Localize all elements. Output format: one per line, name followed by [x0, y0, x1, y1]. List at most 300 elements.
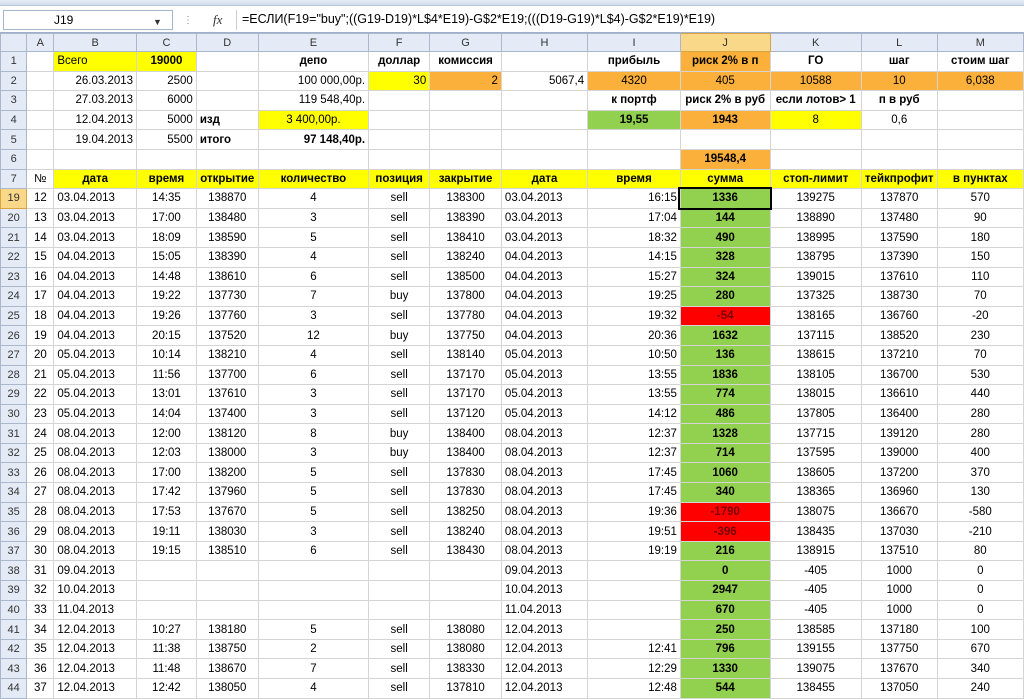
cell-a2[interactable] — [27, 71, 54, 91]
cell-a7[interactable]: № — [27, 169, 54, 189]
cell-k5[interactable] — [770, 130, 861, 150]
cell-l[interactable]: 139000 — [861, 443, 937, 463]
cell-k[interactable]: 138015 — [770, 385, 861, 405]
cell-i[interactable]: 19:36 — [588, 502, 681, 522]
cell-g3[interactable] — [430, 91, 502, 111]
cell-i7[interactable]: время — [588, 169, 681, 189]
cell-k[interactable]: 139015 — [770, 267, 861, 287]
select-all-corner[interactable] — [1, 34, 27, 52]
cell-l3[interactable]: п в руб — [861, 91, 937, 111]
cell-f[interactable] — [369, 600, 430, 620]
cell-g6[interactable] — [430, 149, 502, 169]
cell-k[interactable]: 137325 — [770, 287, 861, 307]
column-header-h[interactable]: H — [501, 34, 587, 52]
cell-f[interactable]: sell — [369, 267, 430, 287]
row-header-7[interactable]: 7 — [1, 169, 27, 189]
cell-a[interactable]: 32 — [27, 581, 54, 601]
cell-m[interactable]: 230 — [937, 326, 1023, 346]
cell-b3[interactable]: 27.03.2013 — [54, 91, 137, 111]
row-header-35[interactable]: 35 — [1, 502, 27, 522]
cell-h[interactable]: 05.04.2013 — [501, 404, 587, 424]
cell-c[interactable]: 15:05 — [137, 247, 197, 267]
cell-i[interactable]: 12:37 — [588, 424, 681, 444]
cell-l[interactable]: 136400 — [861, 404, 937, 424]
cell-e[interactable]: 7 — [258, 659, 368, 679]
cell-e[interactable]: 5 — [258, 483, 368, 503]
cell-b7[interactable]: дата — [54, 169, 137, 189]
cell-i[interactable]: 10:50 — [588, 345, 681, 365]
row-header-39[interactable]: 39 — [1, 581, 27, 601]
row-header-41[interactable]: 41 — [1, 620, 27, 640]
sum-cell[interactable]: 714 — [680, 443, 770, 463]
cell-k[interactable]: 139275 — [770, 189, 861, 209]
row-header-3[interactable]: 3 — [1, 91, 27, 111]
cell-e[interactable]: 3 — [258, 522, 368, 542]
row-header-40[interactable]: 40 — [1, 600, 27, 620]
cell-k[interactable]: 138585 — [770, 620, 861, 640]
cell-e[interactable]: 3 — [258, 385, 368, 405]
cell-b[interactable]: 04.04.2013 — [54, 306, 137, 326]
cell-g[interactable]: 137830 — [430, 463, 502, 483]
cell-f[interactable]: sell — [369, 208, 430, 228]
row-header-6[interactable]: 6 — [1, 149, 27, 169]
cell-h[interactable]: 04.04.2013 — [501, 287, 587, 307]
cell-f[interactable]: buy — [369, 443, 430, 463]
cell-b5[interactable]: 19.04.2013 — [54, 130, 137, 150]
cell-f[interactable]: sell — [369, 463, 430, 483]
cell-h[interactable]: 08.04.2013 — [501, 502, 587, 522]
cell-i[interactable]: 19:32 — [588, 306, 681, 326]
cell-g[interactable]: 137170 — [430, 365, 502, 385]
row-header-21[interactable]: 21 — [1, 228, 27, 248]
cell-b[interactable]: 05.04.2013 — [54, 345, 137, 365]
column-header-j[interactable]: J — [680, 34, 770, 52]
cell-f6[interactable] — [369, 149, 430, 169]
cell-i2[interactable]: 4320 — [588, 71, 681, 91]
row-header-38[interactable]: 38 — [1, 561, 27, 581]
cell-j4[interactable]: 1943 — [680, 110, 770, 130]
cell-l[interactable]: 137610 — [861, 267, 937, 287]
cell-k[interactable]: 138795 — [770, 247, 861, 267]
cell-h[interactable]: 12.04.2013 — [501, 679, 587, 699]
cell-h[interactable]: 05.04.2013 — [501, 345, 587, 365]
cell-l[interactable]: 137590 — [861, 228, 937, 248]
cell-f[interactable]: buy — [369, 424, 430, 444]
cell-k3[interactable]: если лотов> 1 — [770, 91, 861, 111]
cell-l5[interactable] — [861, 130, 937, 150]
cell-h[interactable]: 04.04.2013 — [501, 247, 587, 267]
row-header-22[interactable]: 22 — [1, 247, 27, 267]
sum-cell[interactable]: 486 — [680, 404, 770, 424]
cell-h[interactable]: 12.04.2013 — [501, 639, 587, 659]
column-header-b[interactable]: B — [54, 34, 137, 52]
cell-e2[interactable]: 100 000,00р. — [258, 71, 368, 91]
sum-cell[interactable]: 1060 — [680, 463, 770, 483]
cell-m[interactable]: 130 — [937, 483, 1023, 503]
cell-d2[interactable] — [196, 71, 258, 91]
cell-h[interactable]: 04.04.2013 — [501, 306, 587, 326]
cell-m[interactable]: 70 — [937, 287, 1023, 307]
cell-e5[interactable]: 97 148,40р. — [258, 130, 368, 150]
cell-m[interactable]: 370 — [937, 463, 1023, 483]
cell-b[interactable]: 08.04.2013 — [54, 483, 137, 503]
cell-e6[interactable] — [258, 149, 368, 169]
cell-a[interactable]: 37 — [27, 679, 54, 699]
cell-i[interactable]: 14:15 — [588, 247, 681, 267]
cell-h[interactable]: 08.04.2013 — [501, 463, 587, 483]
cell-l7[interactable]: тейкпрофит — [861, 169, 937, 189]
cell-c[interactable]: 10:14 — [137, 345, 197, 365]
row-header-27[interactable]: 27 — [1, 345, 27, 365]
cell-f[interactable]: sell — [369, 541, 430, 561]
row-header-28[interactable]: 28 — [1, 365, 27, 385]
sum-cell[interactable]: 250 — [680, 620, 770, 640]
cell-b[interactable]: 04.04.2013 — [54, 326, 137, 346]
cell-f4[interactable] — [369, 110, 430, 130]
cell-e[interactable]: 7 — [258, 287, 368, 307]
cell-e[interactable]: 4 — [258, 189, 368, 209]
cell-m[interactable]: 0 — [937, 600, 1023, 620]
cell-a[interactable]: 20 — [27, 345, 54, 365]
cell-b[interactable]: 03.04.2013 — [54, 228, 137, 248]
cell-h[interactable]: 05.04.2013 — [501, 365, 587, 385]
cell-h[interactable]: 03.04.2013 — [501, 208, 587, 228]
cell-g[interactable]: 137830 — [430, 483, 502, 503]
cell-d[interactable]: 137670 — [196, 502, 258, 522]
cell-f[interactable] — [369, 581, 430, 601]
cell-b6[interactable] — [54, 149, 137, 169]
cell-l[interactable]: 139120 — [861, 424, 937, 444]
cell-d[interactable]: 137760 — [196, 306, 258, 326]
cell-b2[interactable]: 26.03.2013 — [54, 71, 137, 91]
cell-g[interactable]: 138430 — [430, 541, 502, 561]
cell-h[interactable]: 08.04.2013 — [501, 443, 587, 463]
cell-e[interactable]: 3 — [258, 208, 368, 228]
sum-cell[interactable]: 1336 — [680, 189, 770, 209]
sum-cell[interactable]: 136 — [680, 345, 770, 365]
cell-m[interactable]: 110 — [937, 267, 1023, 287]
cell-i5[interactable] — [588, 130, 681, 150]
row-header-42[interactable]: 42 — [1, 639, 27, 659]
cell-k[interactable]: 139075 — [770, 659, 861, 679]
cell-b[interactable]: 08.04.2013 — [54, 443, 137, 463]
cell-d[interactable]: 138050 — [196, 679, 258, 699]
cell-g2[interactable]: 2 — [430, 71, 502, 91]
cell-l6[interactable] — [861, 149, 937, 169]
cell-g[interactable]: 137780 — [430, 306, 502, 326]
row-header-5[interactable]: 5 — [1, 130, 27, 150]
cell-g1[interactable]: комиссия — [430, 52, 502, 72]
cell-h1[interactable] — [501, 52, 587, 72]
cell-m[interactable]: 180 — [937, 228, 1023, 248]
sum-cell[interactable]: 2947 — [680, 581, 770, 601]
cell-i[interactable]: 12:29 — [588, 659, 681, 679]
cell-e[interactable]: 4 — [258, 345, 368, 365]
cell-m[interactable]: 240 — [937, 679, 1023, 699]
cell-d[interactable] — [196, 581, 258, 601]
cell-d[interactable]: 137730 — [196, 287, 258, 307]
cell-l1[interactable]: шаг — [861, 52, 937, 72]
sum-cell[interactable]: 774 — [680, 385, 770, 405]
cell-c7[interactable]: время — [137, 169, 197, 189]
cell-c[interactable]: 17:42 — [137, 483, 197, 503]
row-header-43[interactable]: 43 — [1, 659, 27, 679]
cell-e[interactable]: 3 — [258, 443, 368, 463]
cell-h[interactable]: 08.04.2013 — [501, 483, 587, 503]
cell-c[interactable]: 19:15 — [137, 541, 197, 561]
sum-cell[interactable]: 328 — [680, 247, 770, 267]
sum-cell[interactable]: 324 — [680, 267, 770, 287]
cell-d[interactable]: 137520 — [196, 326, 258, 346]
row-header-25[interactable]: 25 — [1, 306, 27, 326]
cell-e[interactable] — [258, 600, 368, 620]
cell-g[interactable]: 138390 — [430, 208, 502, 228]
cell-g[interactable]: 138080 — [430, 620, 502, 640]
column-header-c[interactable]: C — [137, 34, 197, 52]
cell-a[interactable]: 16 — [27, 267, 54, 287]
formula-input[interactable]: =ЕСЛИ(F19="buy";((G19-D19)*L$4*E19)-G$2*E19;(((D19-G19)*L$4)-G$2*E19)*E19) — [236, 10, 1022, 30]
cell-d1[interactable] — [196, 52, 258, 72]
cell-a[interactable]: 12 — [27, 189, 54, 209]
cell-g7[interactable]: закрытие — [430, 169, 502, 189]
cell-a[interactable]: 23 — [27, 404, 54, 424]
row-header-1[interactable]: 1 — [1, 52, 27, 72]
cell-k[interactable]: 138075 — [770, 502, 861, 522]
cell-i[interactable]: 14:12 — [588, 404, 681, 424]
cell-c[interactable]: 19:26 — [137, 306, 197, 326]
cell-g[interactable]: 138240 — [430, 522, 502, 542]
cell-f[interactable]: sell — [369, 306, 430, 326]
cell-i4[interactable]: 19,55 — [588, 110, 681, 130]
cell-c[interactable]: 19:11 — [137, 522, 197, 542]
cell-m[interactable]: 570 — [937, 189, 1023, 209]
cell-i[interactable]: 20:36 — [588, 326, 681, 346]
cell-k[interactable]: 138615 — [770, 345, 861, 365]
cell-h[interactable]: 04.04.2013 — [501, 326, 587, 346]
cell-l[interactable]: 137030 — [861, 522, 937, 542]
cell-a[interactable]: 36 — [27, 659, 54, 679]
column-header-i[interactable]: I — [588, 34, 681, 52]
cell-h[interactable]: 09.04.2013 — [501, 561, 587, 581]
cell-c[interactable]: 11:38 — [137, 639, 197, 659]
cell-e1[interactable]: депо — [258, 52, 368, 72]
cell-c[interactable]: 20:15 — [137, 326, 197, 346]
cell-c[interactable]: 19:22 — [137, 287, 197, 307]
cell-g[interactable]: 138300 — [430, 189, 502, 209]
cell-b[interactable]: 08.04.2013 — [54, 522, 137, 542]
cell-c[interactable]: 14:48 — [137, 267, 197, 287]
cell-c[interactable]: 17:00 — [137, 208, 197, 228]
cell-d[interactable]: 138210 — [196, 345, 258, 365]
cell-d[interactable]: 138480 — [196, 208, 258, 228]
sum-cell[interactable]: 340 — [680, 483, 770, 503]
cell-e[interactable]: 6 — [258, 267, 368, 287]
column-header-l[interactable]: L — [861, 34, 937, 52]
cell-j7[interactable]: сумма — [680, 169, 770, 189]
cell-h4[interactable] — [501, 110, 587, 130]
cell-a[interactable]: 33 — [27, 600, 54, 620]
cell-c[interactable] — [137, 600, 197, 620]
row-header-20[interactable]: 20 — [1, 208, 27, 228]
cell-c[interactable]: 12:00 — [137, 424, 197, 444]
cell-b[interactable]: 08.04.2013 — [54, 463, 137, 483]
cell-a[interactable]: 28 — [27, 502, 54, 522]
cell-a[interactable]: 14 — [27, 228, 54, 248]
cell-h[interactable]: 10.04.2013 — [501, 581, 587, 601]
cell-k[interactable]: 137115 — [770, 326, 861, 346]
cell-h3[interactable] — [501, 91, 587, 111]
insert-function-button[interactable]: fx — [213, 12, 223, 27]
cell-m[interactable]: 400 — [937, 443, 1023, 463]
cell-g[interactable]: 137170 — [430, 385, 502, 405]
cell-e[interactable]: 5 — [258, 228, 368, 248]
sum-cell[interactable]: -1790 — [680, 502, 770, 522]
cell-k[interactable]: 137715 — [770, 424, 861, 444]
cell-g[interactable] — [430, 561, 502, 581]
cell-a1[interactable] — [27, 52, 54, 72]
cell-i[interactable]: 18:32 — [588, 228, 681, 248]
cell-g4[interactable] — [430, 110, 502, 130]
cell-a[interactable]: 30 — [27, 541, 54, 561]
cell-k[interactable]: 138605 — [770, 463, 861, 483]
cell-m[interactable]: -20 — [937, 306, 1023, 326]
cell-a[interactable]: 27 — [27, 483, 54, 503]
name-box[interactable]: J19 — [3, 10, 173, 30]
cell-c[interactable] — [137, 581, 197, 601]
cell-i[interactable]: 12:37 — [588, 443, 681, 463]
cell-l[interactable]: 137510 — [861, 541, 937, 561]
sum-cell[interactable]: 544 — [680, 679, 770, 699]
cell-l[interactable]: 137750 — [861, 639, 937, 659]
cell-l[interactable]: 137180 — [861, 620, 937, 640]
cell-a[interactable]: 24 — [27, 424, 54, 444]
cell-m2[interactable]: 6,038 — [937, 71, 1023, 91]
row-header-19[interactable]: 19 — [1, 189, 27, 209]
column-header-a[interactable]: A — [27, 34, 54, 52]
cell-e[interactable]: 4 — [258, 247, 368, 267]
cell-c6[interactable] — [137, 149, 197, 169]
cell-l[interactable]: 136670 — [861, 502, 937, 522]
cell-a3[interactable] — [27, 91, 54, 111]
cell-k[interactable]: 138915 — [770, 541, 861, 561]
cell-m[interactable]: 80 — [937, 541, 1023, 561]
cell-h[interactable]: 12.04.2013 — [501, 620, 587, 640]
cell-c[interactable]: 11:48 — [137, 659, 197, 679]
cell-i[interactable]: 12:48 — [588, 679, 681, 699]
cell-c[interactable]: 17:00 — [137, 463, 197, 483]
cell-l[interactable]: 137390 — [861, 247, 937, 267]
cell-l[interactable]: 136700 — [861, 365, 937, 385]
cell-m3[interactable] — [937, 91, 1023, 111]
cell-j3[interactable]: риск 2% в руб — [680, 91, 770, 111]
cell-a[interactable]: 17 — [27, 287, 54, 307]
sum-cell[interactable]: 796 — [680, 639, 770, 659]
sum-cell[interactable]: 1632 — [680, 326, 770, 346]
cell-g[interactable]: 137800 — [430, 287, 502, 307]
cell-l[interactable]: 137870 — [861, 189, 937, 209]
cell-a[interactable]: 15 — [27, 247, 54, 267]
cell-a[interactable]: 35 — [27, 639, 54, 659]
cell-e[interactable]: 2 — [258, 639, 368, 659]
cell-c[interactable]: 10:27 — [137, 620, 197, 640]
cell-i3[interactable]: к портф — [588, 91, 681, 111]
cell-g[interactable]: 138080 — [430, 639, 502, 659]
cell-k1[interactable]: ГО — [770, 52, 861, 72]
cell-k4[interactable]: 8 — [770, 110, 861, 130]
cell-b[interactable]: 05.04.2013 — [54, 404, 137, 424]
cell-m[interactable]: 70 — [937, 345, 1023, 365]
cell-m[interactable]: 0 — [937, 581, 1023, 601]
cell-a[interactable]: 21 — [27, 365, 54, 385]
cell-h6[interactable] — [501, 149, 587, 169]
cell-b[interactable]: 03.04.2013 — [54, 189, 137, 209]
cell-e[interactable]: 8 — [258, 424, 368, 444]
cell-d[interactable]: 138390 — [196, 247, 258, 267]
cell-e3[interactable]: 119 548,40р. — [258, 91, 368, 111]
cell-f[interactable]: sell — [369, 502, 430, 522]
cell-f[interactable]: buy — [369, 326, 430, 346]
cell-d[interactable] — [196, 561, 258, 581]
cell-j1[interactable]: риск 2% в п — [680, 52, 770, 72]
sum-cell[interactable]: 1836 — [680, 365, 770, 385]
row-header-37[interactable]: 37 — [1, 541, 27, 561]
cell-b[interactable]: 05.04.2013 — [54, 385, 137, 405]
cell-k[interactable]: 137805 — [770, 404, 861, 424]
cell-g[interactable]: 138400 — [430, 443, 502, 463]
cell-i[interactable]: 17:45 — [588, 483, 681, 503]
cell-d[interactable]: 138030 — [196, 522, 258, 542]
cell-m[interactable]: -210 — [937, 522, 1023, 542]
cell-i1[interactable]: прибыль — [588, 52, 681, 72]
row-header-4[interactable]: 4 — [1, 110, 27, 130]
cell-a[interactable]: 29 — [27, 522, 54, 542]
cell-h[interactable]: 03.04.2013 — [501, 189, 587, 209]
column-header-d[interactable]: D — [196, 34, 258, 52]
cell-f[interactable]: sell — [369, 345, 430, 365]
cell-f[interactable]: sell — [369, 659, 430, 679]
sum-cell[interactable]: 1328 — [680, 424, 770, 444]
cell-h2[interactable]: 5067,4 — [501, 71, 587, 91]
cell-e4[interactable]: 3 400,00р. — [258, 110, 368, 130]
cell-g[interactable]: 138410 — [430, 228, 502, 248]
cell-h[interactable]: 08.04.2013 — [501, 541, 587, 561]
cell-a[interactable]: 34 — [27, 620, 54, 640]
cell-f[interactable]: sell — [369, 189, 430, 209]
cell-d7[interactable]: открытие — [196, 169, 258, 189]
cell-m7[interactable]: в пунктах — [937, 169, 1023, 189]
cell-d[interactable]: 138510 — [196, 541, 258, 561]
cell-b[interactable]: 08.04.2013 — [54, 424, 137, 444]
cell-k[interactable]: 138890 — [770, 208, 861, 228]
cell-k[interactable]: -405 — [770, 581, 861, 601]
cell-l[interactable]: 138730 — [861, 287, 937, 307]
cell-g[interactable]: 138250 — [430, 502, 502, 522]
cell-b4[interactable]: 12.04.2013 — [54, 110, 137, 130]
cell-e[interactable]: 6 — [258, 541, 368, 561]
row-header-31[interactable]: 31 — [1, 424, 27, 444]
cell-m[interactable]: 0 — [937, 561, 1023, 581]
cell-f2[interactable]: 30 — [369, 71, 430, 91]
cell-e[interactable]: 5 — [258, 502, 368, 522]
cell-d4[interactable]: изд — [196, 110, 258, 130]
cell-l[interactable]: 136760 — [861, 306, 937, 326]
cell-g[interactable]: 138400 — [430, 424, 502, 444]
cell-d5[interactable]: итого — [196, 130, 258, 150]
cell-k6[interactable] — [770, 149, 861, 169]
cell-i[interactable] — [588, 620, 681, 640]
cell-a[interactable]: 25 — [27, 443, 54, 463]
cell-h[interactable]: 04.04.2013 — [501, 267, 587, 287]
